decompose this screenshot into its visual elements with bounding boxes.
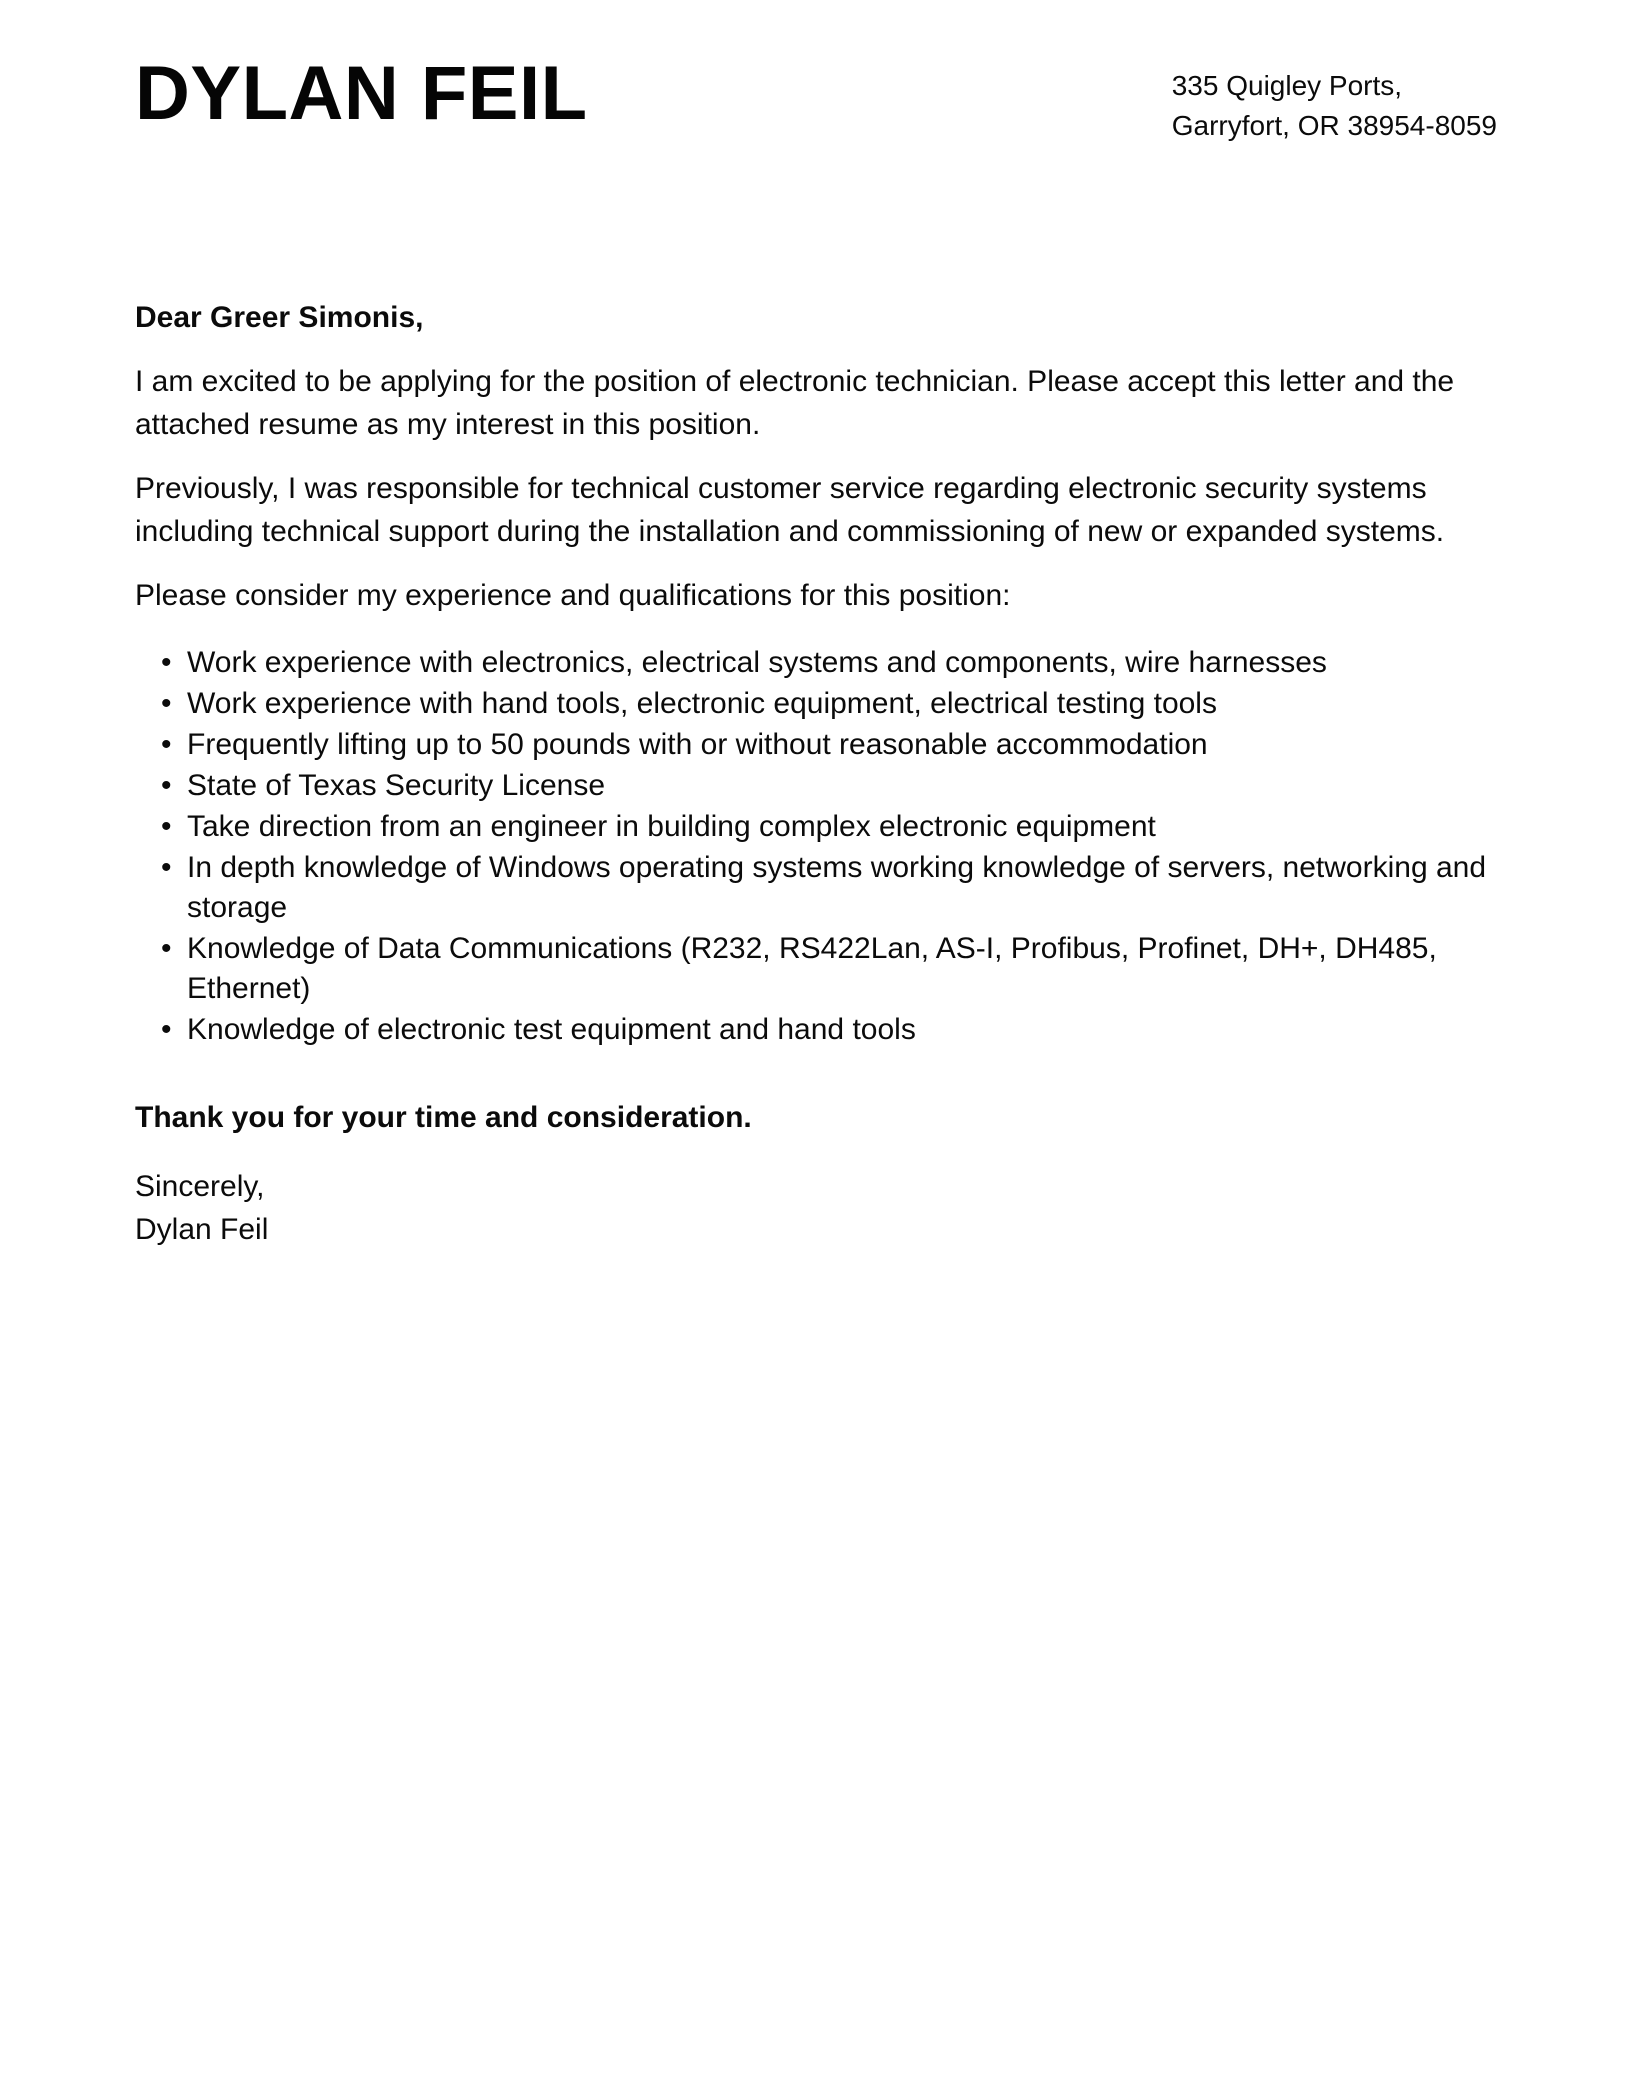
qualification-item-6: • In depth knowledge of Windows operating systems working knowledge of servers, networking and storage bbox=[135, 848, 1497, 928]
address-line-2: Garryfort, OR 38954-8059 bbox=[1171, 110, 1497, 141]
closing-line: Thank you for your time and consideration. bbox=[135, 1101, 752, 1134]
qualification-item-2: • Work experience with hand tools, electronic equipment, electrical testing tools bbox=[135, 684, 1497, 724]
qualification-item-3: • Frequently lifting up to 50 pounds with or without reasonable accommodation bbox=[135, 725, 1497, 765]
qualification-item-4: • State of Texas Security License bbox=[135, 766, 1497, 806]
paragraph-experience: Previously, I was responsible for technical customer service regarding electronic security systems including technical support during the installation and commissioning of new or expanded systems. bbox=[135, 472, 1445, 548]
qualification-item-5: • Take direction from an engineer in building complex electronic equipment bbox=[135, 807, 1497, 847]
applicant-address bbox=[1172, 66, 1497, 146]
letter-body bbox=[135, 296, 1497, 1251]
salutation: Dear Greer Simonis, bbox=[135, 301, 424, 334]
qualifications-list bbox=[135, 643, 1497, 1050]
qualification-item-7: • Knowledge of Data Communications (R232, RS422Lan, AS-I, Profibus, Profinet, DH+, DH485, Ethernet) bbox=[135, 929, 1497, 1009]
letter-header bbox=[135, 48, 1497, 146]
qualification-item-8: • Knowledge of electronic test equipment and hand tools bbox=[135, 1010, 1497, 1050]
address-line-1: 335 Quigley Ports, bbox=[1171, 70, 1403, 101]
qualification-item-1: • Work experience with electronics, electrical systems and components, wire harnesses bbox=[135, 643, 1497, 683]
signoff-word: Sincerely, bbox=[135, 1170, 265, 1203]
paragraph-intro: I am excited to be applying for the position of electronic technician. Please accept this letter and the attached resume as my interest in this position. bbox=[135, 365, 1455, 441]
signoff-block bbox=[135, 1165, 1497, 1251]
signature-name: Dylan Feil bbox=[135, 1213, 269, 1246]
paragraph-qualifications-lead: Please consider my experience and qualifications for this position: bbox=[135, 579, 1011, 612]
applicant-name: DYLAN FEIL bbox=[135, 51, 588, 136]
